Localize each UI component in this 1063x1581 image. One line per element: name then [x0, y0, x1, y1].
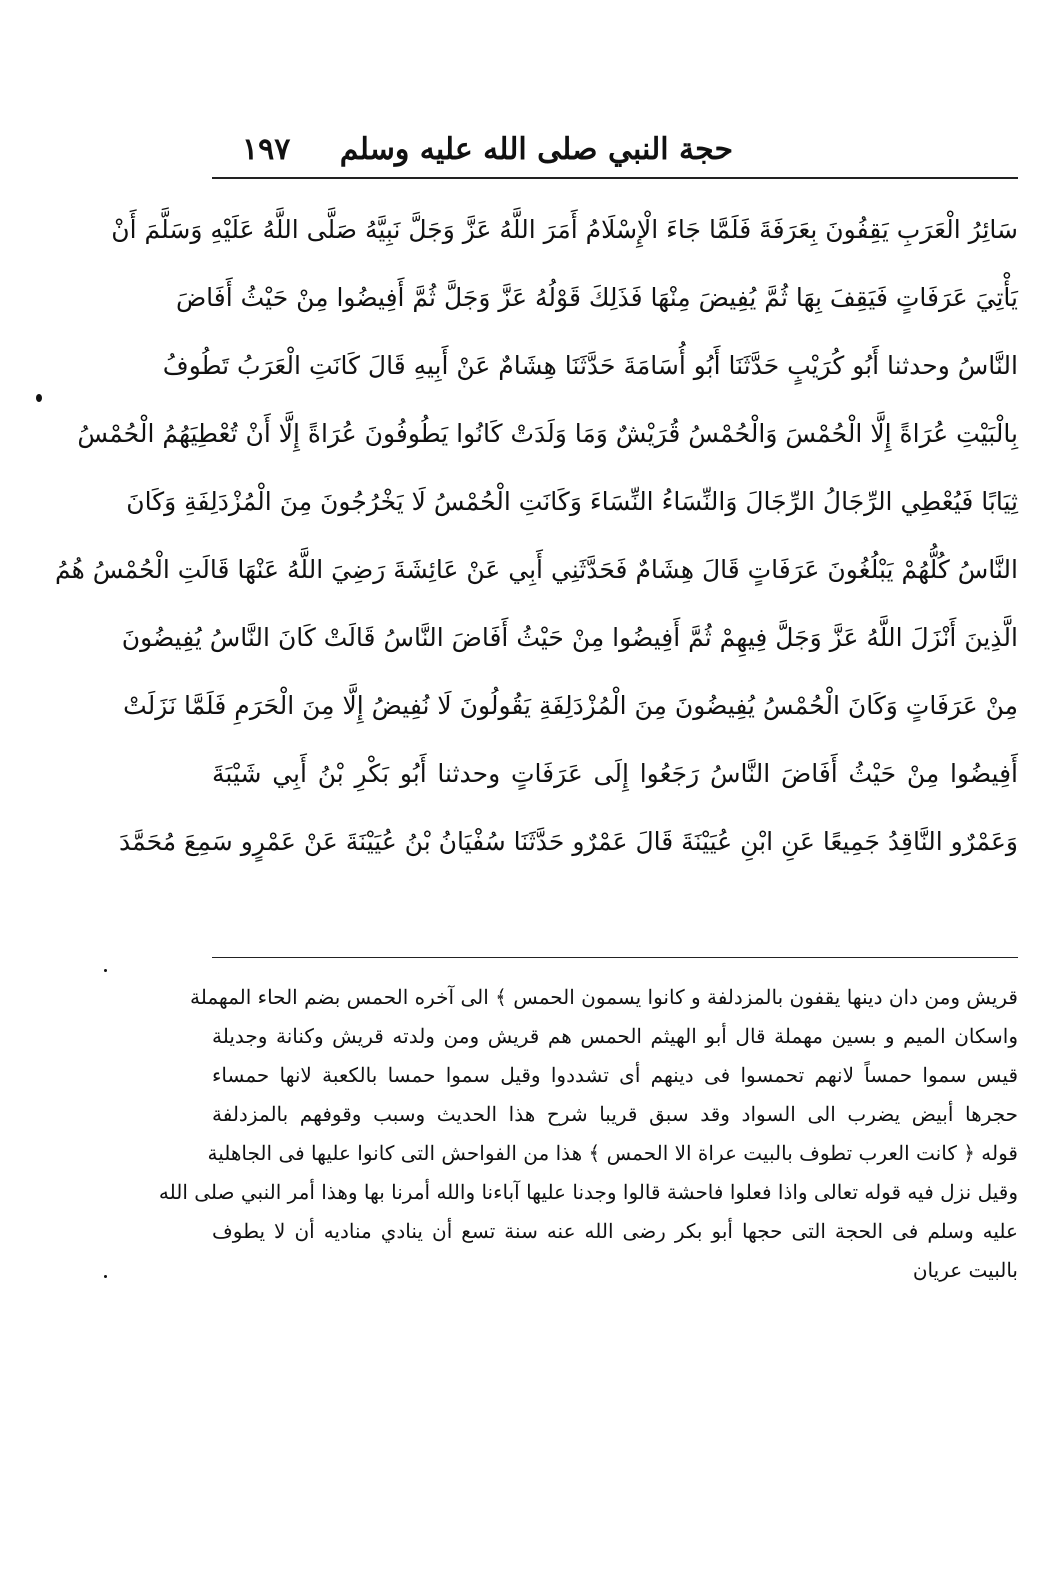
- footnote-line: حجرها أبيض يضرب الى السواد وقد سبق قريبا شرح هذا الحديث وسبب وقوفهم بالمزدلفة: [212, 1102, 1018, 1126]
- text-line: بِالْبَيْتِ عُرَاةً إِلَّا الْحُمْسَ وَالْحُمْسُ قُرَيْشٌ وَمَا وَلَدَتْ كَانُوا يَطُوفُونَ عُرَاةً إِلَّا أَنْ تُعْطِيَهُمُ الْحُمْسُ: [77, 419, 1018, 448]
- page-number: ١٩٧: [242, 132, 291, 167]
- text-line: وَعَمْرٌو النَّاقِدُ جَمِيعًا عَنِ ابْنِ عُيَيْنَةَ قَالَ عَمْرٌو حَدَّثَنَا سُفْيَانُ بْنُ عُيَيْنَةَ عَنْ عَمْرٍو سَمِعَ مُحَمَّدَ: [119, 827, 1018, 856]
- footnote-line: قريش ومن دان دينها يقفون بالمزدلفة و كانوا يسمون الحمس ﴾ الى آخره الحمس بضم الحاء المهملة: [189, 985, 1018, 1009]
- text-line: الَّذِينَ أَنْزَلَ اللَّهُ عَزَّ وَجَلَّ فِيهِمْ ثُمَّ أَفِيضُوا مِنْ حَيْثُ أَفَاضَ النَّاسُ قَالَتْ كَانَ النَّاسُ يُفِيضُونَ: [121, 623, 1018, 652]
- scan-speck: [104, 969, 107, 972]
- text-line: مِنْ عَرَفَاتٍ وَكَانَ الْحُمْسُ يُفِيضُونَ مِنَ الْمُزْدَلِفَةِ يَقُولُونَ لَا نُفِيضُ إِلَّا مِنَ الْحَرَمِ فَلَمَّا نَزَلَتْ: [123, 691, 1018, 720]
- running-title: حجة النبي صلى الله عليه وسلم: [339, 132, 733, 167]
- header-rule: [212, 177, 1018, 179]
- commentary-footnotes: [158, 978, 1019, 1290]
- footnote-line: قيس سموا حمساً لانهم تحمسوا فى دينهم أى تشددوا وقيل سموا حمسا بالكعبة لانها حمساء: [212, 1063, 1018, 1087]
- text-line: سَائِرُ الْعَرَبِ يَقِفُونَ بِعَرَفَةَ فَلَمَّا جَاءَ الْإِسْلَامُ أَمَرَ اللَّهُ عَزَّ وَجَلَّ نَبِيَّهُ صَلَّى اللَّهُ عَلَيْهِ وَسَلَّمَ أَنْ: [111, 215, 1018, 244]
- footnote-line: واسكان الميم و بسين مهملة قال أبو الهيثم الحمس هم قريش ومن ولدته قريش وكنانة وجديلة: [212, 1024, 1019, 1048]
- text-line: أَفِيضُوا مِنْ حَيْثُ أَفَاضَ النَّاسُ رَجَعُوا إِلَى عَرَفَاتٍ وحدثنا أَبُو بَكْرِ بْنُ أَبِي شَيْبَةَ: [212, 759, 1018, 788]
- footnote-line: قوله ﴿ كانت العرب تطوف بالبيت عراة الا الحمس ﴾ هذا من الفواحش التى كانوا عليها فى الجاهلية: [207, 1141, 1018, 1165]
- text-line: النَّاسُ كُلُّهُمْ يَبْلُغُونَ عَرَفَاتٍ قَالَ هِشَامٌ فَحَدَّثَنِي أَبِي عَنْ عَائِشَةَ رَضِيَ اللَّهُ عَنْهَا قَالَتِ الْحُمْسُ هُمُ: [54, 555, 1018, 584]
- page-header: [212, 128, 1018, 174]
- scan-speck: [36, 394, 42, 402]
- footnote-line: وقيل نزل فيه قوله تعالى واذا فعلوا فاحشة قالوا وجدنا عليها آباءنا والله أمرنا بها وهذا أمر النبي صلى الله: [158, 1180, 1018, 1204]
- text-line: ثِيَابًا فَيُعْطِي الرِّجَالُ الرِّجَالَ وَالنِّسَاءُ النِّسَاءَ وَكَانَتِ الْحُمْسُ لَا يَخْرُجُونَ مِنَ الْمُزْدَلِفَةِ وَكَانَ: [126, 487, 1018, 516]
- footnote-line: عليه وسلم فى الحجة التى حجها أبو بكر رضى الله عنه سنة تسع أن ينادي مناديه أن لا يطوف: [212, 1219, 1018, 1243]
- text-line: النَّاسُ وحدثنا أَبُو كُرَيْبٍ حَدَّثَنَا أَبُو أُسَامَةَ حَدَّثَنَا هِشَامٌ عَنْ أَبِيهِ قَالَ كَانَتِ الْعَرَبُ تَطُوفُ: [162, 351, 1018, 380]
- scan-speck: [104, 1275, 107, 1278]
- footnote-line: بالبيت عريان: [912, 1258, 1018, 1282]
- text-line: يَأْتِيَ عَرَفَاتٍ فَيَقِفَ بِهَا ثُمَّ يُفِيضَ مِنْهَا فَذَلِكَ قَوْلُهُ عَزَّ وَجَلَّ ثُمَّ أَفِيضُوا مِنْ حَيْثُ أَفَاضَ: [175, 283, 1018, 312]
- footnote-separator: [212, 957, 1018, 958]
- hadith-text: [54, 196, 1018, 876]
